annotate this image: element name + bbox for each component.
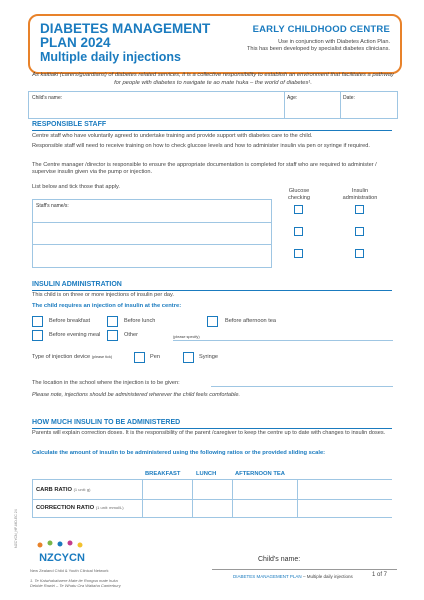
use-note-line-2: This has been developed by specialist diabetes clinicians.	[246, 46, 390, 52]
logo-text: NZCYCN	[39, 552, 85, 564]
staff-name-input-2[interactable]	[33, 222, 269, 243]
carb-ratio-text: CARB RATIO	[36, 487, 72, 493]
howmuch-heading: HOW MUCH INSULIN TO BE ADMINISTERED	[32, 419, 181, 426]
device-label	[32, 354, 112, 360]
footnote	[30, 578, 121, 588]
responsible-heading: RESPONSIBLE STAFF	[32, 121, 107, 128]
howmuch-sub: Calculate the amount of insulin to be administered using the following ratios or the provided sliding scale:	[32, 450, 326, 456]
logo-caption: New Zealand Child & Youth Clinical Network	[30, 568, 109, 573]
howmuch-p1: Parents will explain correction doses. It is the responsibility of the parent /caregiver to keep the centre up to date with changes to insulin doses.	[32, 430, 386, 436]
child-name-label: Child's name:	[32, 95, 63, 101]
title-line-3: Multiple daily injections	[40, 50, 181, 64]
staff-label: Staff's name/s:	[36, 203, 69, 209]
age-field[interactable]	[284, 92, 341, 118]
footer-child-name-label: Child's name:	[258, 556, 301, 563]
date-field[interactable]	[340, 92, 396, 118]
before-lunch-checkbox[interactable]	[107, 316, 118, 327]
device-note: (please tick)	[91, 355, 113, 359]
device-label-text: Type of injection device	[32, 354, 91, 360]
responsible-p1: Centre staff who have voluntarily agreed to undertake training and provide support with diabetes care to the child.	[32, 133, 313, 139]
responsible-p2: Responsible staff will need to receive training on how to check glucose levels and how to administer insulin via pen or syringe if required.	[32, 143, 370, 149]
glucose-checkbox-1[interactable]	[294, 205, 303, 214]
before-evening-meal-checkbox[interactable]	[32, 330, 43, 341]
insulin-col-header: Insulin administration	[342, 188, 378, 201]
insulin-checkbox-3[interactable]	[355, 249, 364, 258]
carb-breakfast-input[interactable]	[143, 480, 191, 498]
age-label: Age:	[287, 95, 298, 101]
other-specify-field[interactable]	[173, 340, 393, 341]
other-note: (please specify)	[173, 335, 200, 339]
location-field[interactable]	[211, 386, 393, 387]
use-note-line-1: Use in conjunction with Diabetes Action Plan.	[278, 39, 390, 45]
correction-afternoon-input[interactable]	[233, 500, 296, 516]
correction-ratio-label	[36, 505, 124, 511]
page-title	[40, 22, 210, 64]
syringe-checkbox[interactable]	[183, 352, 194, 363]
glucose-col-header: Glucose checking	[287, 188, 311, 201]
other-checkbox[interactable]	[107, 330, 118, 341]
location-label: The location in the school where the injection is to be given:	[32, 380, 180, 386]
carb-lunch-input[interactable]	[193, 480, 231, 498]
insulin-checkbox-1[interactable]	[355, 205, 364, 214]
insulin-checkbox-2[interactable]	[355, 227, 364, 236]
glucose-checkbox-2[interactable]	[294, 227, 303, 236]
carb-ratio-label	[36, 487, 91, 493]
responsible-divider	[32, 130, 392, 131]
carb-afternoon-input[interactable]	[233, 480, 296, 498]
before-lunch-label: Before lunch	[124, 318, 156, 324]
insulin-sub: The child requires an injection of insulin at the centre:	[32, 303, 182, 309]
footer-doc-title	[233, 574, 353, 579]
ratio-col-breakfast: BREAKFAST	[145, 471, 181, 477]
staff-name-input-1[interactable]	[33, 200, 269, 221]
correction-lunch-input[interactable]	[193, 500, 231, 516]
footer-doc-title-main: DIABETES MANAGEMENT PLAN	[233, 574, 302, 579]
use-note	[247, 39, 390, 53]
ratio-col-lunch: LUNCH	[196, 471, 217, 477]
footer-child-name-field[interactable]	[305, 562, 397, 568]
child-name-field[interactable]	[29, 92, 285, 118]
ratio-row-line	[32, 517, 392, 518]
side-code: NZCYCN_HF-MD-EC 24	[14, 509, 18, 548]
howmuch-divider	[32, 428, 392, 429]
correction-ratio-text: CORRECTION RATIO	[36, 505, 95, 511]
footnote-line-1: 1. Te Kaiwhakahaere Mate ite Rongoa mate huka	[30, 578, 118, 583]
nzcycn-logo	[30, 537, 94, 567]
other-label: Other	[124, 332, 138, 338]
footnote-line-2: Debbie Rawiri – Te Whatu Ora Waitaha Canterbury	[30, 583, 121, 588]
child-info-row	[28, 91, 398, 119]
logo-graphic	[30, 537, 94, 567]
intro-text: As kaitiaki (carers/guardians) of diabetes related services, it is a collective responsibility to establish an environment that facilitates a pathway for people with diabetes to navigate te ao mate huka – the world of diabetes¹.	[32, 72, 394, 86]
carb-ratio-note: (1 unit: g)	[73, 487, 91, 492]
ratio-table	[32, 471, 392, 518]
ratio-col-afternoon: AFTERNOON TEA	[235, 471, 285, 477]
injection-note: Please note, injections should be administered wherever the child feels comfortable.	[32, 392, 241, 398]
correction-ratio-note: (1 unit: mmol/L)	[95, 505, 124, 510]
syringe-label: Syringe	[199, 354, 218, 360]
title-line-1: DIABETES MANAGEMENT	[40, 21, 211, 36]
org-title: EARLY CHILDHOOD CENTRE	[252, 24, 390, 35]
before-afternoon-tea-label: Before afternoon tea	[225, 318, 277, 324]
pen-label: Pen	[150, 354, 160, 360]
staff-name-input-3[interactable]	[33, 244, 269, 265]
before-breakfast-checkbox[interactable]	[32, 316, 43, 327]
correction-breakfast-input[interactable]	[143, 500, 191, 516]
page-number: 1 of 7	[372, 572, 388, 578]
ratio-col-line	[32, 479, 33, 517]
before-breakfast-label: Before breakfast	[49, 318, 91, 324]
footer-doc-title-sub: – Multiple daily injections	[302, 574, 353, 579]
ratio-col-line	[297, 479, 298, 517]
date-label: Date:	[343, 95, 355, 101]
footer-divider	[212, 569, 397, 570]
responsible-p4: List below and tick those that apply.	[32, 184, 120, 190]
before-evening-meal-label: Before evening meal	[49, 332, 101, 338]
insulin-heading: INSULIN ADMINISTRATION	[32, 281, 122, 288]
responsible-p3: The Centre manager /director is responsible to ensure the appropriate documentation is completed for staff who are required to administer / supervise insulin given via the pump or injection.	[32, 162, 377, 176]
pen-checkbox[interactable]	[134, 352, 145, 363]
title-line-2: PLAN 2024	[40, 35, 111, 50]
insulin-p1: This child is on three or more injections of insulin per day.	[32, 292, 174, 298]
glucose-checkbox-3[interactable]	[294, 249, 303, 258]
insulin-divider	[32, 290, 392, 291]
before-afternoon-tea-checkbox[interactable]	[207, 316, 218, 327]
